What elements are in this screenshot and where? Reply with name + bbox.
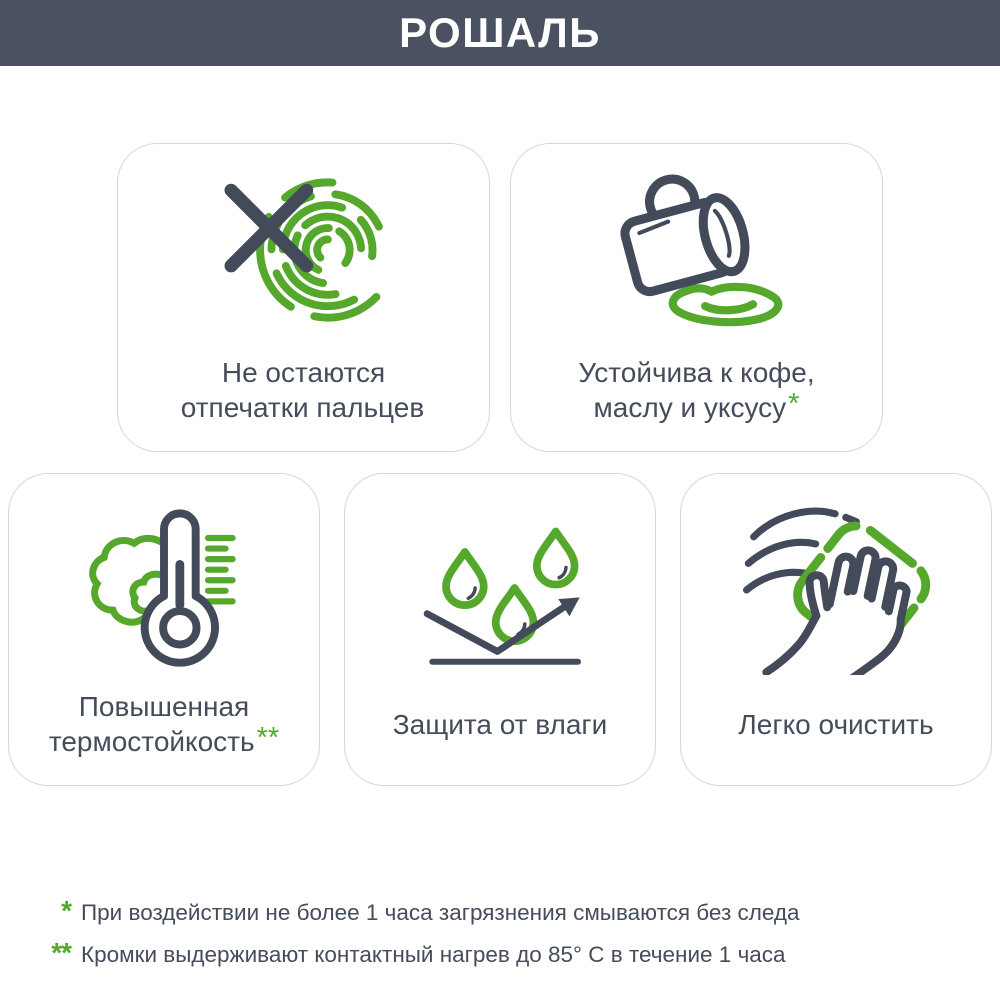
footnote-marker: * [61,895,71,926]
footnote [25,895,975,928]
water-drops-bounce-icon [410,492,590,672]
footnote-text: Кромки выдерживают контактный нагрев до 85° C в течение 1 часа [81,942,786,967]
feature-card-heat-resistant [8,473,320,786]
feature-caption: Повышенная термостойкость ** [48,691,280,757]
features-row-2 [0,473,1000,786]
feature-card-easy-clean [680,473,992,786]
feature-caption: Защита от влаги [392,708,608,740]
fingerprint-crossed-icon [203,162,405,338]
footnote-ref: ** [256,722,280,754]
footnote-text: При воздействии не более 1 часа загрязнения смываются без следа [81,900,800,925]
feature-card-no-fingerprints [117,143,490,452]
footnote-marker: ** [51,937,71,968]
brand-header [0,0,1000,66]
features-row-1 [0,143,1000,452]
spill-puddle-icon [672,286,778,321]
temperature-scale-icon [208,538,233,601]
hand-icon [762,534,914,674]
feature-caption: Устойчива к кофе, маслу и уксусу * [578,357,815,423]
footnote-ref: * [788,388,800,420]
feature-card-moisture-protection [344,473,656,786]
footnotes [25,895,975,970]
brand-title: РОШАЛЬ [399,9,601,56]
footnote [25,937,975,970]
feature-caption: Легко очистить [738,708,934,740]
feature-caption: Не остаются отпечатки пальцев [180,357,425,423]
spilled-cup-icon [593,164,801,336]
hand-wiping-cloth-icon [734,489,938,675]
feature-card-stain-resistant [510,143,883,452]
thermometer-steam-icon [76,494,252,670]
cross-icon [231,190,307,266]
